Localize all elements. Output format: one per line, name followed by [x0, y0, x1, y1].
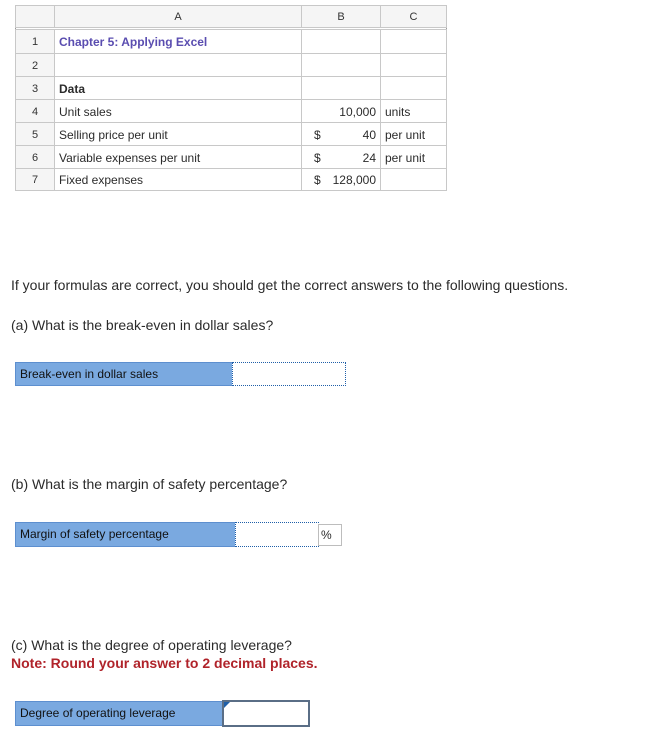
intro-text: If your formulas are correct, you should get the correct answers to the following questions.	[11, 277, 569, 293]
currency-symbol: $	[314, 151, 321, 165]
cell-b1[interactable]	[301, 29, 381, 54]
cell-b6[interactable]	[301, 145, 381, 169]
cell-c6[interactable]: per unit	[380, 145, 447, 169]
question-a-text: (a) What is the break-even in dollar sales?	[11, 317, 274, 333]
break-even-label: Break-even in dollar sales	[15, 362, 233, 386]
column-header-c[interactable]: C	[380, 5, 447, 28]
operating-leverage-input[interactable]	[222, 700, 310, 727]
rounding-note: Note: Round your answer to 2 decimal places.	[11, 655, 318, 671]
cell-b7[interactable]	[301, 168, 381, 191]
cell-b4[interactable]: 10,000	[301, 99, 381, 123]
cell-a3[interactable]: Data	[54, 76, 302, 100]
cell-a6[interactable]: Variable expenses per unit	[54, 145, 302, 169]
cell-b2[interactable]	[301, 53, 381, 77]
cell-b5[interactable]	[301, 122, 381, 146]
cell-value: 128,000	[332, 173, 376, 187]
percent-unit: %	[318, 524, 342, 546]
operating-leverage-label: Degree of operating leverage	[15, 701, 223, 726]
row-number: 4	[15, 99, 55, 123]
margin-of-safety-input[interactable]	[235, 522, 319, 547]
column-header-a[interactable]: A	[54, 5, 302, 28]
corner-cell	[15, 5, 55, 28]
cell-c1[interactable]	[380, 29, 447, 54]
row-number: 5	[15, 122, 55, 146]
row-number: 7	[15, 168, 55, 191]
currency-symbol: $	[314, 173, 321, 187]
question-c-text: (c) What is the degree of operating leverage?	[11, 637, 292, 653]
cell-a4[interactable]: Unit sales	[54, 99, 302, 123]
cell-value: 24	[362, 151, 376, 165]
column-header-b[interactable]: B	[301, 5, 381, 28]
cell-c4[interactable]: units	[380, 99, 447, 123]
cell-c2[interactable]	[380, 53, 447, 77]
cell-a5[interactable]: Selling price per unit	[54, 122, 302, 146]
cell-a2[interactable]	[54, 53, 302, 77]
row-number: 1	[15, 29, 55, 54]
margin-of-safety-label: Margin of safety percentage	[15, 522, 236, 547]
cell-c7[interactable]	[380, 168, 447, 191]
cell-a7[interactable]: Fixed expenses	[54, 168, 302, 191]
cell-c3[interactable]	[380, 76, 447, 100]
currency-symbol: $	[314, 128, 321, 142]
cell-value: 40	[362, 128, 376, 142]
cell-b3[interactable]	[301, 76, 381, 100]
comment-indicator-icon	[224, 702, 230, 708]
question-b-text: (b) What is the margin of safety percentage?	[11, 476, 288, 492]
break-even-input[interactable]	[232, 362, 346, 386]
cell-a1[interactable]: Chapter 5: Applying Excel	[54, 29, 302, 54]
row-number: 2	[15, 53, 55, 77]
row-number: 3	[15, 76, 55, 100]
cell-c5[interactable]: per unit	[380, 122, 447, 146]
row-number: 6	[15, 145, 55, 169]
